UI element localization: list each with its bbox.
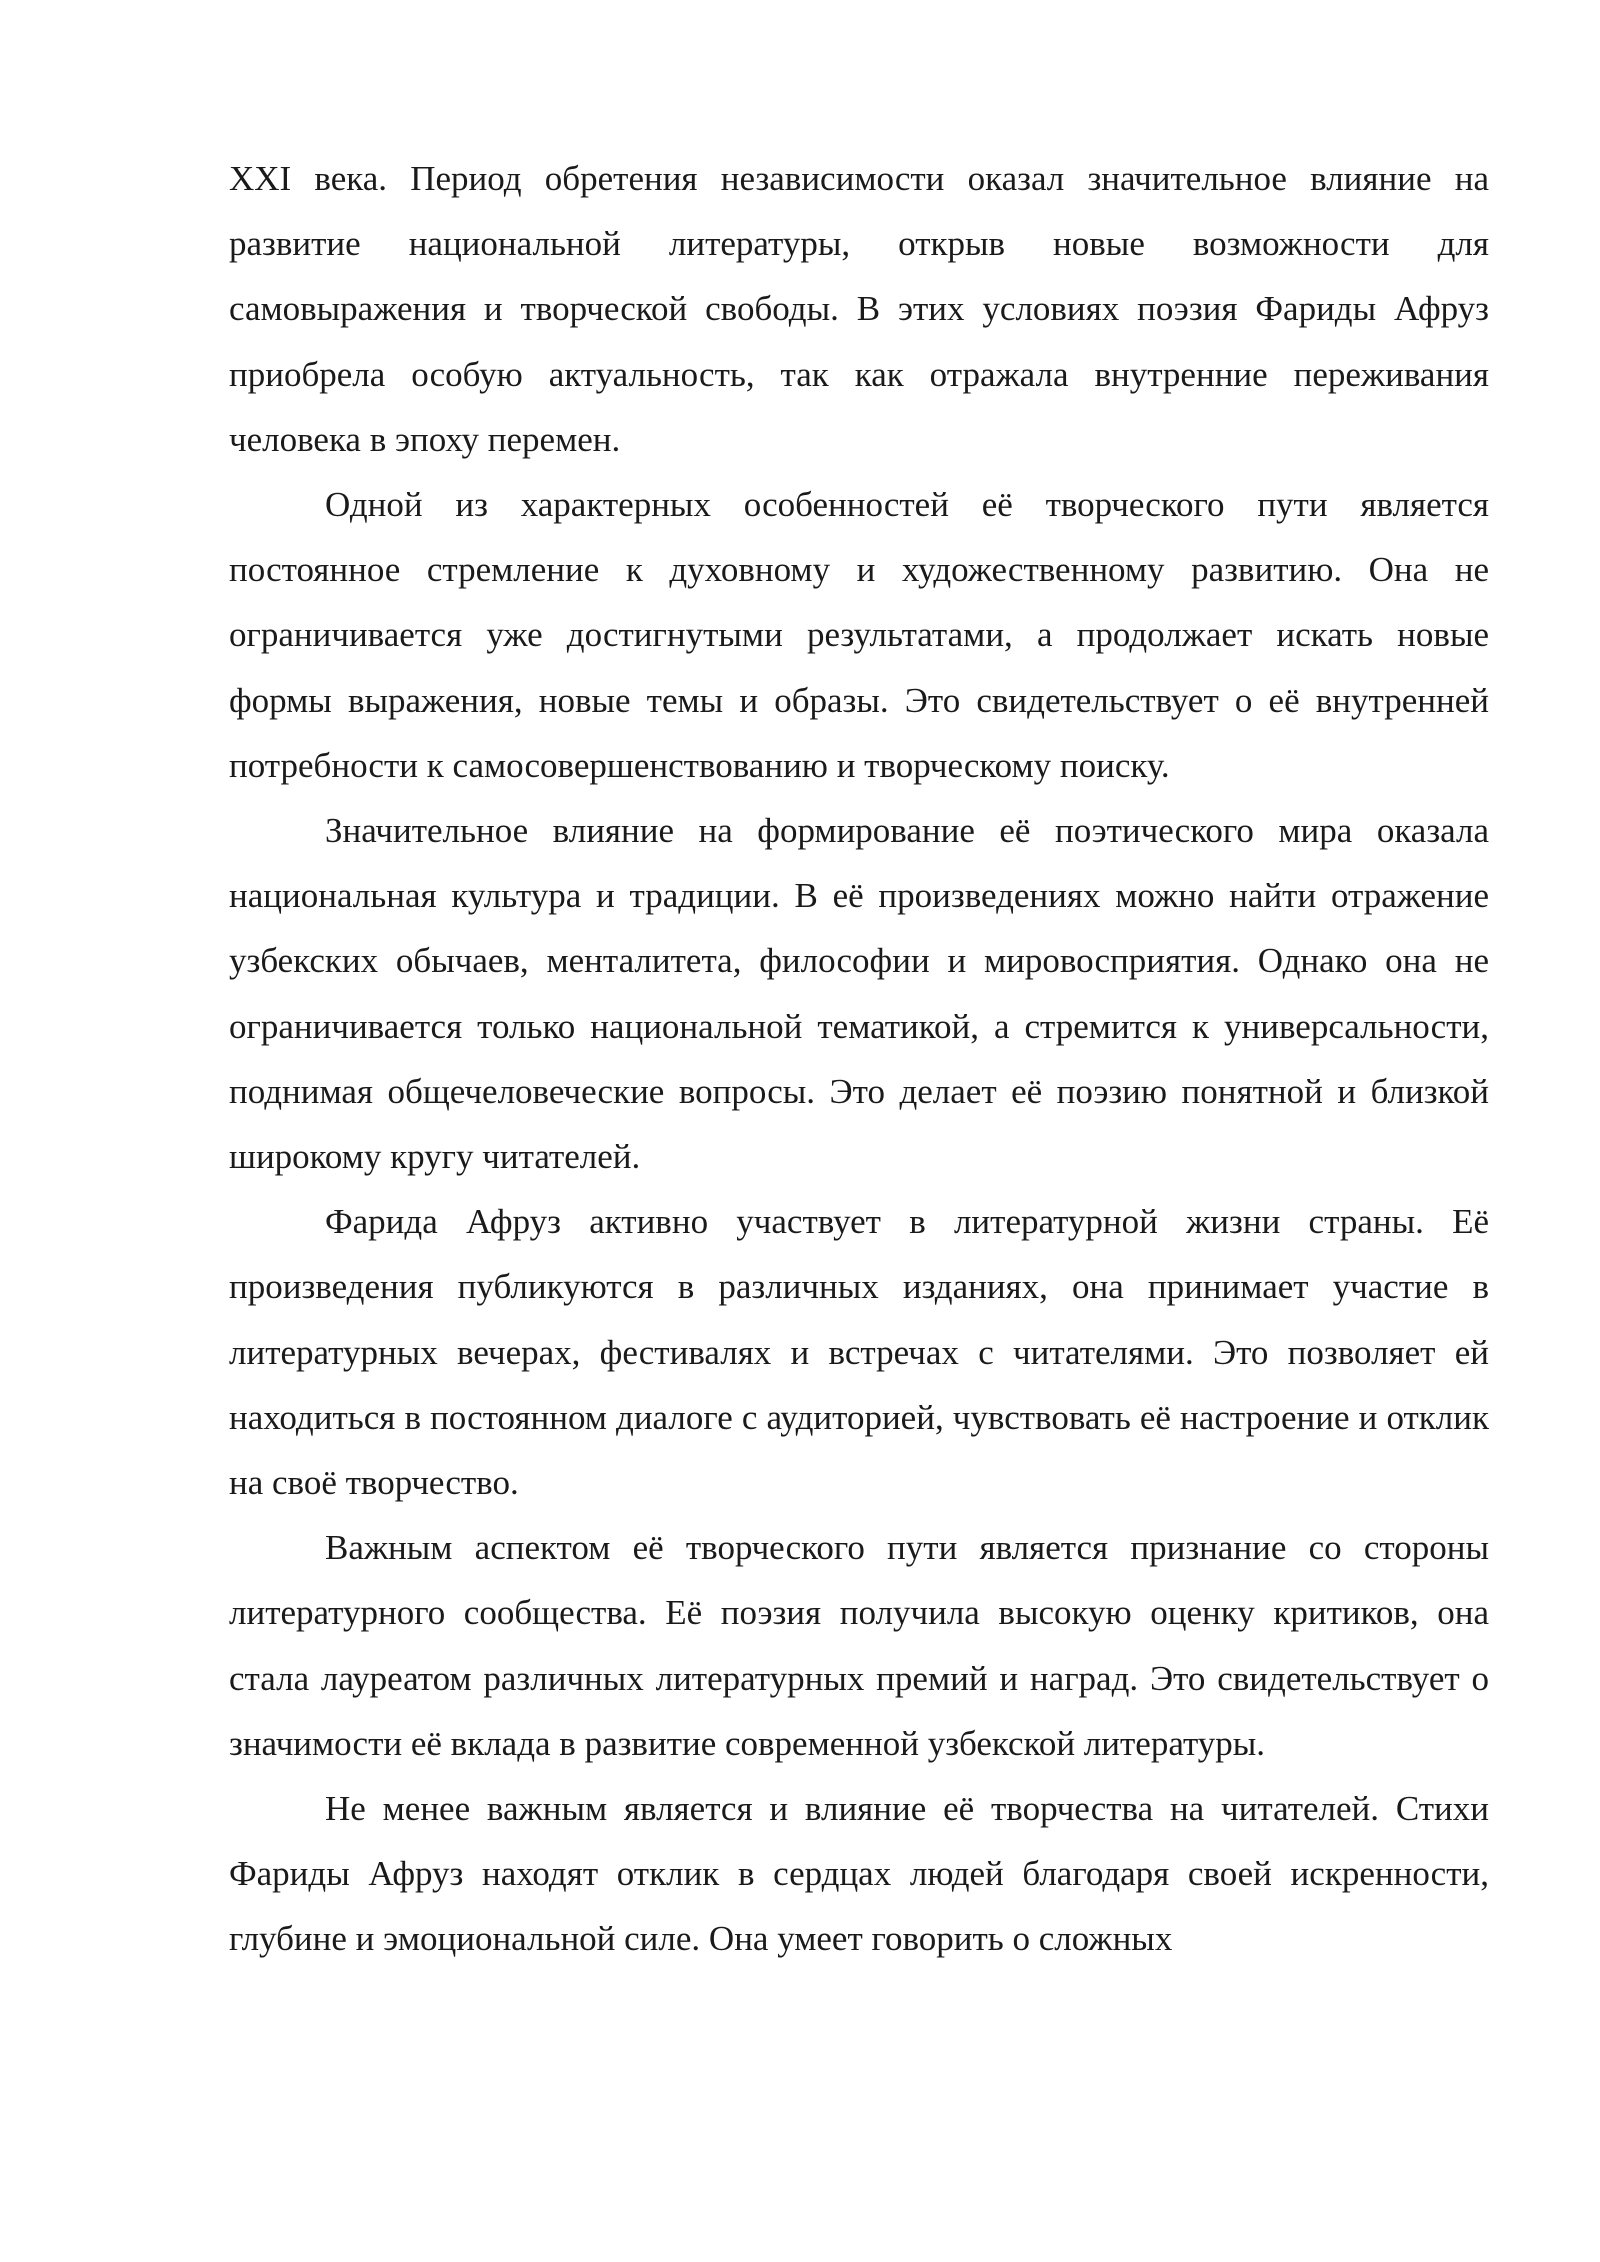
document-body: [229, 146, 1489, 1972]
paragraph-4: Фарида Афруз активно участвует в литературной жизни страны. Её произведения публикуются в различных изданиях, она принимает участие в литературных вечерах, фестивалях и встречах с читателями. Это позволяет ей находиться в постоянном диалоге с аудиторией, чувствовать её настроение и отклик на своё творчество.: [229, 1202, 1489, 1503]
paragraph-3: Значительное влияние на формирование её поэтического мира оказала национальная культура и традиции. В её произведениях можно найти отражение узбекских обычаев, менталитета, философии и мировосприятия. Однако она не ограничивается только национальной тематикой, а стремится к универсальности, поднимая общечеловеческие вопросы. Это делает её поэзию понятной и близкой широкому кругу читателей.: [229, 811, 1489, 1177]
paragraph-1: XXI века. Период обретения независимости оказал значительное влияние на развитие национальной литературы, открыв новые возможности для самовыражения и творческой свободы. В этих условиях поэзия Фариды Афруз приобрела особую актуальность, так как отражала внутренние переживания человека в эпоху перемен.: [229, 159, 1489, 459]
paragraph-6: Не менее важным является и влияние её творчества на читателей. Стихи Фариды Афруз находят отклик в сердцах людей благодаря своей искренности, глубине и эмоциональной силе. Она умеет говорить о сложных: [229, 1789, 1489, 1959]
paragraph-5: Важным аспектом её творческого пути является признание со стороны литературного сообщества. Её поэзия получила высокую оценку критиков, она стала лауреатом различных литературных премий и наград. Это свидетельствует о значимости её вклада в развитие современной узбекской литературы.: [229, 1528, 1489, 1763]
paragraph-2: Одной из характерных особенностей её творческого пути является постоянное стремление к духовному и художественному развитию. Она не ограничивается уже достигнутыми результатами, а продолжает искать новые формы выражения, новые темы и образы. Это свидетельствует о её внутренней потребности к самосовершенствованию и творческому поиску.: [229, 485, 1489, 785]
